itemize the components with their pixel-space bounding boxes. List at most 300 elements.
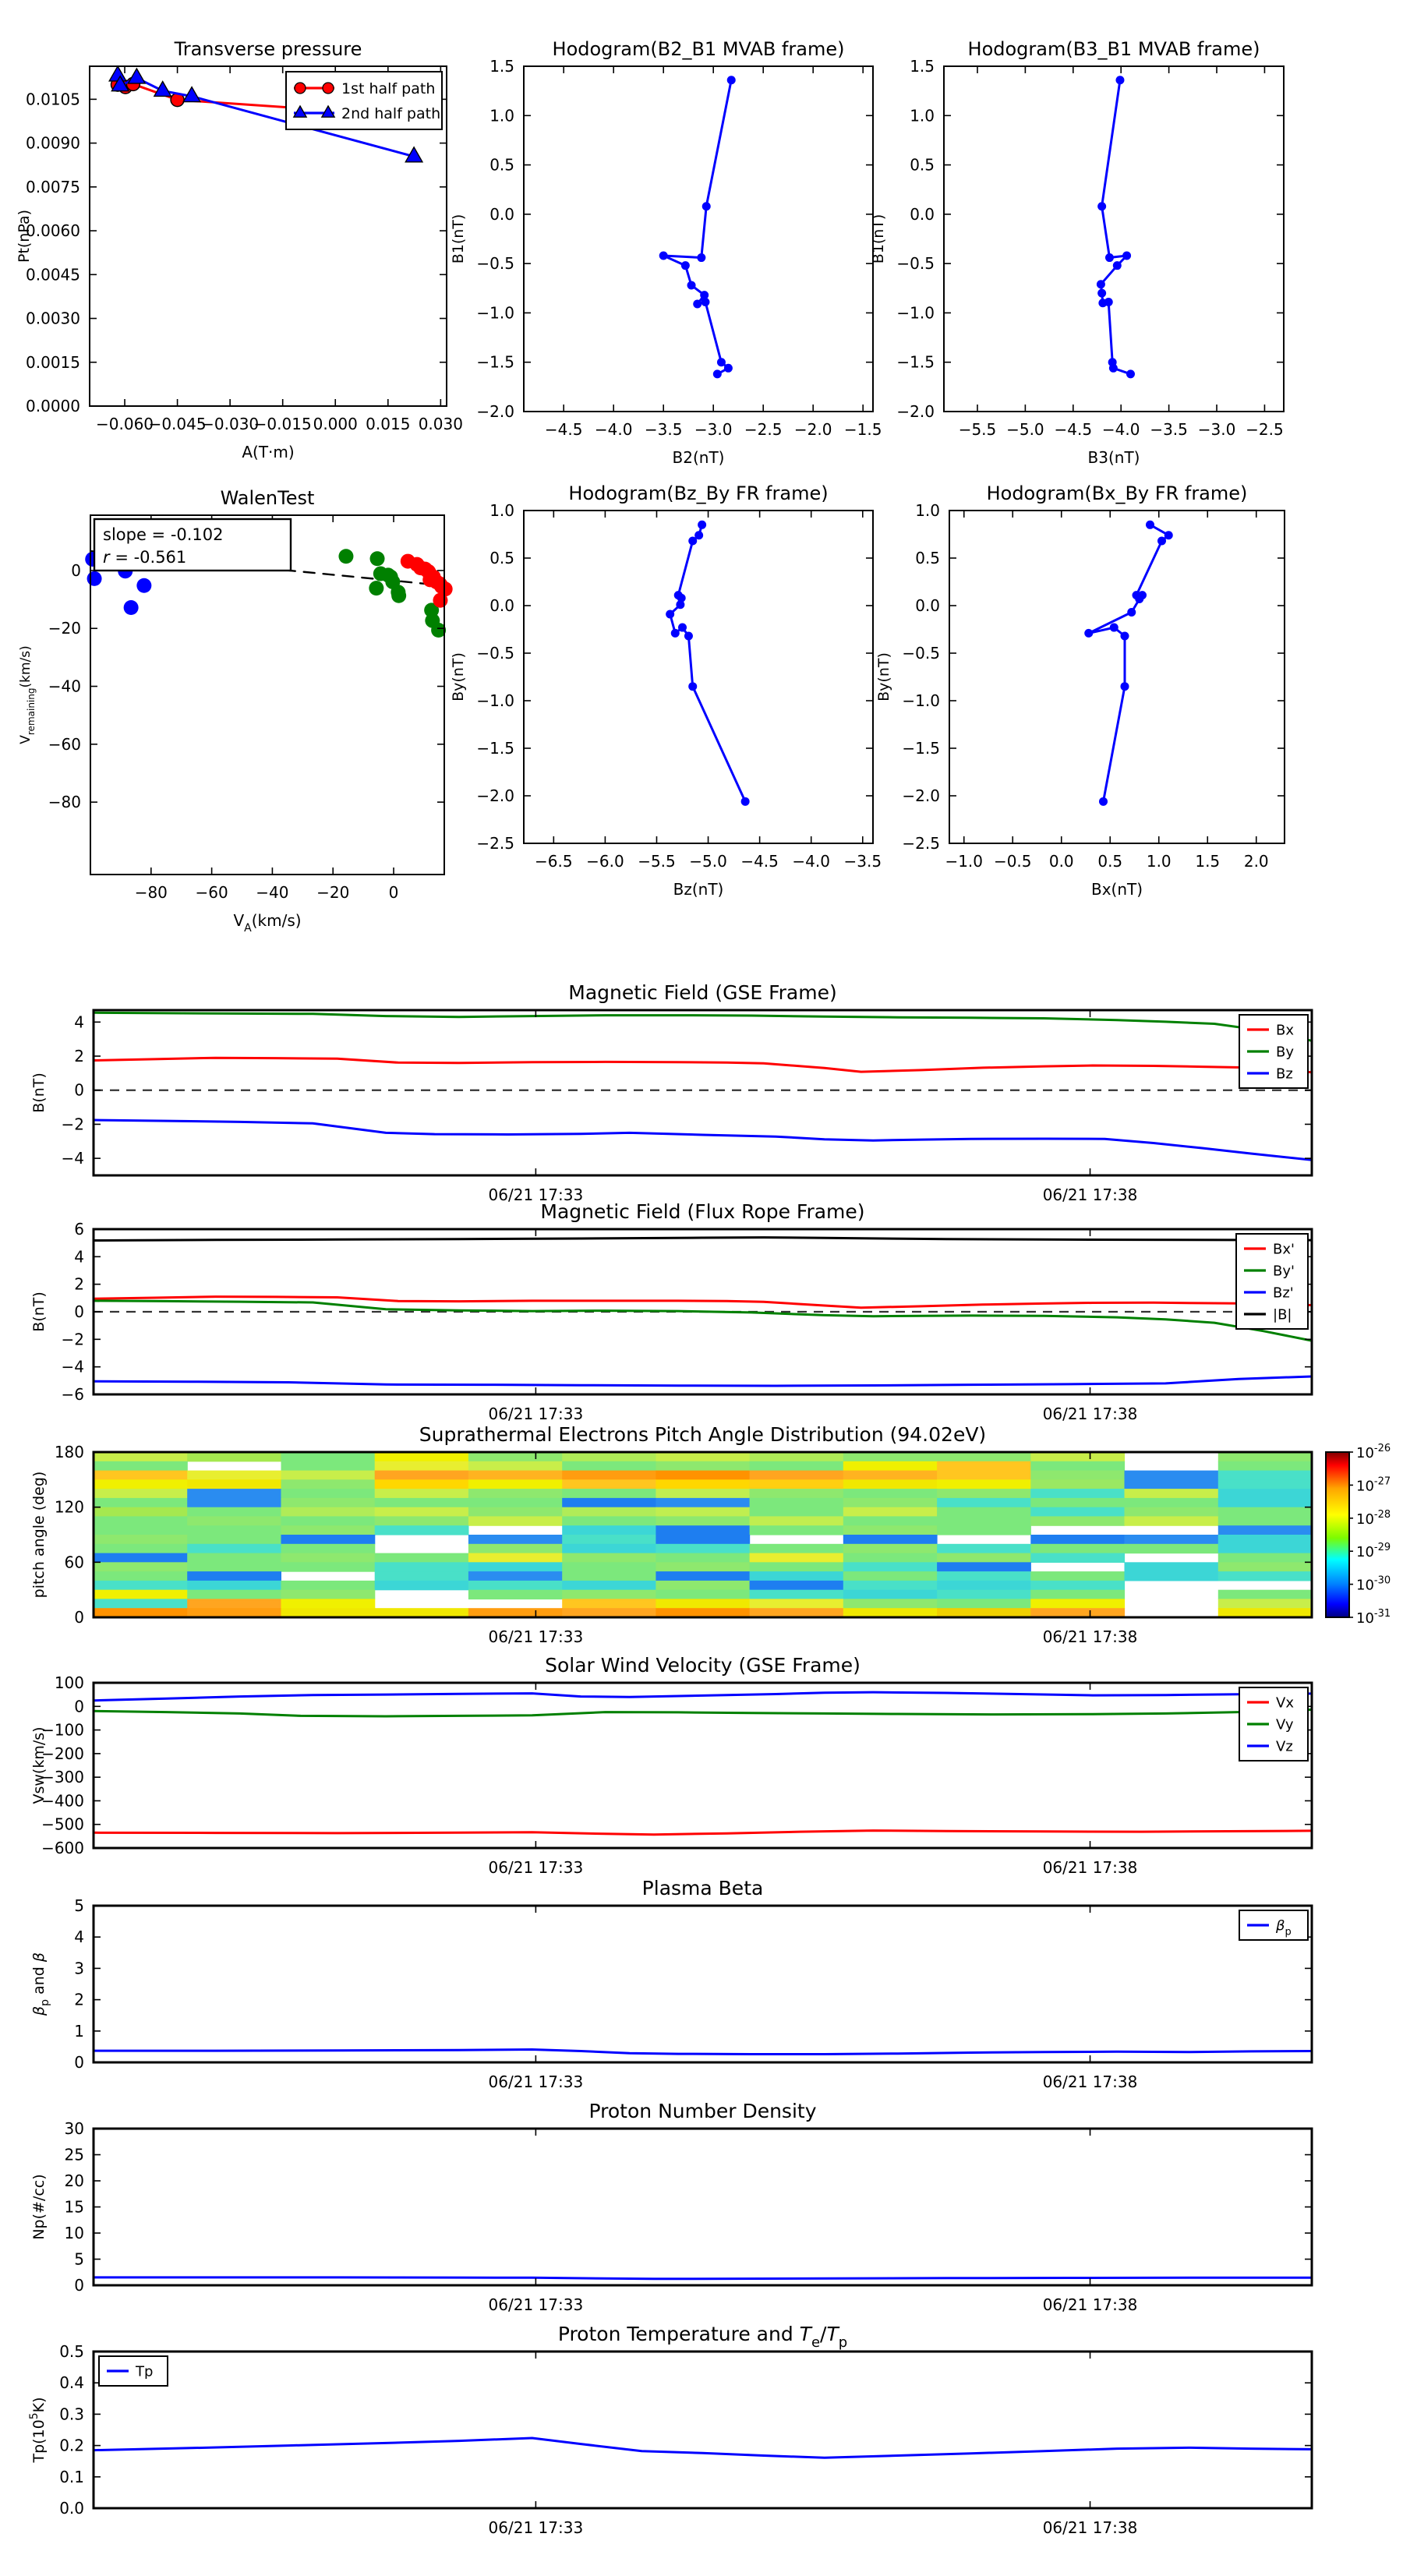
tspan: Tp(10 (30, 2419, 48, 2463)
dot-marker (1115, 76, 1124, 84)
heatmap-cell (937, 1581, 1031, 1590)
y-axis-label: B1(nT) (450, 214, 467, 264)
heatmap-cell (656, 1498, 750, 1507)
heatmap-cell (468, 1507, 563, 1517)
dot-marker (1097, 280, 1105, 288)
heatmap-cell (656, 1471, 750, 1480)
plot-title: Suprathermal Electrons Pitch Angle Distribution (94.02eV) (419, 1423, 987, 1446)
heatmap-cell (562, 1590, 656, 1599)
y-tick-label (74, 2276, 84, 2295)
heatmap-cell (187, 1544, 281, 1553)
heatmap-cell (1218, 1516, 1313, 1525)
heatmap-cell (1030, 1590, 1125, 1599)
dot-marker (1135, 595, 1143, 603)
heatmap-cell (843, 1590, 938, 1599)
tspan: −2.5 (902, 834, 940, 853)
axes-frame (94, 1906, 1312, 2062)
y-tick-label (26, 353, 80, 372)
y-tick-label (65, 1553, 84, 1571)
x-tick-label (694, 420, 733, 439)
heatmap-cell (281, 1479, 376, 1489)
tspan: 06/21 17:33 (488, 2518, 584, 2537)
tspan: −40 (48, 677, 81, 696)
tspan: −1.5 (476, 739, 514, 758)
x-tick-label (959, 420, 997, 439)
dot-marker (701, 298, 709, 306)
time-tick-label (1043, 1405, 1138, 1423)
dot-marker (1157, 537, 1166, 546)
heatmap-cell (1218, 1498, 1313, 1507)
heatmap-cell (1030, 1571, 1125, 1581)
heatmap-cell (94, 1535, 188, 1544)
y-tick-label (41, 1744, 84, 1763)
tspan: (km/s) (251, 911, 302, 930)
tspan: −0.045 (148, 415, 207, 433)
heatmap-cell (1125, 1562, 1219, 1571)
plot-title (558, 2323, 847, 2351)
heatmap-cell (468, 1498, 563, 1507)
heatmap-cell (562, 1516, 656, 1525)
tspan: −2.0 (793, 420, 832, 439)
tspan: −0.5 (476, 254, 514, 274)
heatmap-cell (1125, 1516, 1219, 1525)
x-tick-label (744, 420, 783, 439)
heatmap-cell (937, 1525, 1031, 1535)
dot-marker (717, 358, 726, 366)
tspan: Bz' (1273, 1284, 1294, 1302)
tspan: −1.5 (476, 352, 514, 372)
heatmap-cell (187, 1471, 281, 1480)
heatmap-cell (1030, 1479, 1125, 1489)
tspan: −4.5 (740, 852, 779, 871)
tspan: -30 (1373, 1574, 1391, 1587)
tspan: −0.5 (902, 644, 940, 663)
y-tick-label (476, 353, 514, 372)
tspan: p (838, 2334, 848, 2351)
heatmap-cell (562, 1599, 656, 1608)
tspan: −0.060 (96, 415, 154, 433)
tspan: 0.0 (1048, 852, 1074, 871)
tspan: = -0.561 (109, 548, 187, 567)
tspan: r (103, 548, 110, 567)
y-tick-label (59, 2373, 84, 2392)
tspan: β (30, 2005, 48, 2016)
series-|B| (94, 1238, 1312, 1241)
y-tick-label (896, 303, 935, 322)
tspan: 10 (1356, 1544, 1374, 1561)
tspan: By' (1273, 1263, 1295, 1280)
heatmap-cell (281, 1525, 376, 1535)
axes-frame (524, 66, 873, 412)
heatmap-cell (94, 1544, 188, 1553)
heatmap-cell (187, 1525, 281, 1535)
tspan: and (30, 1962, 48, 1999)
y-tick-label (74, 1047, 84, 1065)
tspan: 0.5 (1097, 852, 1123, 871)
heatmap-cell (937, 1562, 1031, 1571)
series-Vx (94, 1831, 1312, 1835)
heatmap-cell (937, 1471, 1031, 1480)
y-axis-label: B(nT) (30, 1072, 48, 1113)
tspan: −80 (134, 883, 168, 902)
heatmap-cell (843, 1489, 938, 1498)
tspan: 180 (54, 1443, 84, 1461)
heatmap-cell (1218, 1479, 1313, 1489)
time-tick-label (489, 2295, 584, 2314)
heatmap-cell (843, 1452, 938, 1461)
tspan: 0.0105 (26, 90, 80, 109)
heatmap-cell (562, 1507, 656, 1517)
heatmap-cell (937, 1571, 1031, 1581)
heatmap-cell (94, 1489, 188, 1498)
heatmap-cell (187, 1452, 281, 1461)
x-tick-label (740, 852, 779, 871)
dot-marker (687, 281, 696, 289)
dot-marker (693, 300, 702, 309)
x-tick-label (945, 852, 983, 871)
dot-marker (1097, 202, 1106, 210)
heatmap-cell (562, 1489, 656, 1498)
x-axis-label: Bx(nT) (1090, 880, 1143, 899)
heatmap-cell (281, 1489, 376, 1498)
heatmap-cell (562, 1581, 656, 1590)
heatmap-cell (375, 1516, 469, 1525)
tspan: −5.0 (1006, 420, 1044, 439)
heatmap-cell (468, 1452, 563, 1461)
dot-marker (1105, 253, 1114, 262)
tspan: −4 (61, 1149, 84, 1168)
heatmap-cell (94, 1471, 188, 1480)
colorbar-tick-label (1356, 1443, 1391, 1461)
axes-frame (94, 1010, 1312, 1175)
tspan: 10 (1356, 1511, 1374, 1528)
y-tick-label (910, 57, 935, 76)
tspan: 0.5 (489, 549, 514, 567)
heatmap-cell (937, 1489, 1031, 1498)
dot-marker (681, 261, 690, 270)
tspan: 0.0 (910, 204, 935, 224)
heatmap-cell (1030, 1553, 1125, 1563)
tspan: 0.1 (59, 2467, 84, 2486)
tspan: 0 (74, 1302, 84, 1321)
x-tick-label (1246, 420, 1284, 439)
y-tick-label (915, 501, 940, 520)
x-axis-label: Bz(nT) (673, 880, 724, 899)
heatmap-cell (750, 1590, 844, 1599)
heatmap-cell (375, 1581, 469, 1590)
heatmap-cell (187, 1590, 281, 1599)
tspan: 2 (74, 1990, 84, 2009)
heatmap-cell (656, 1535, 750, 1544)
tspan: −1.5 (902, 739, 940, 758)
y-tick-label (62, 1149, 84, 1168)
y-axis-label (30, 1952, 51, 2016)
tspan: 0 (74, 1080, 84, 1100)
time-tick-label (1043, 1858, 1138, 1877)
x-tick-label (96, 415, 154, 433)
tspan: −2 (61, 1115, 84, 1134)
y-tick-label (62, 1358, 84, 1376)
tspan: 10 (1356, 1610, 1374, 1627)
heatmap-cell (281, 1581, 376, 1590)
heatmap-cell (468, 1581, 563, 1590)
heatmap-cell (468, 1571, 563, 1581)
dot-marker (1127, 608, 1136, 617)
legend-label (1276, 1022, 1294, 1038)
series-By' (94, 1301, 1312, 1341)
series-B2_B1 path (663, 80, 731, 374)
heatmap-cell (656, 1525, 750, 1535)
y-tick-label (915, 596, 940, 615)
heatmap-cell (281, 1535, 376, 1544)
y-tick-label (48, 677, 81, 696)
series-By (94, 1012, 1312, 1041)
tspan: Hodogram(Bz_By FR frame) (568, 482, 829, 504)
x-tick-label (256, 883, 288, 902)
x-tick-label (389, 883, 399, 902)
colorbar-tick-label (1356, 1575, 1391, 1594)
x-tick-label (1198, 420, 1236, 439)
y-tick-label (55, 1443, 84, 1461)
heatmap-cell (187, 1535, 281, 1544)
heatmap-cell (375, 1553, 469, 1563)
heatmap-cell (468, 1489, 563, 1498)
heatmap-cell (562, 1553, 656, 1563)
x-tick-label (843, 852, 882, 871)
axes-frame (524, 511, 873, 843)
tspan: -27 (1373, 1475, 1391, 1488)
tspan: −1.0 (476, 691, 514, 710)
heatmap-cell (1125, 1507, 1219, 1517)
tspan: -28 (1373, 1508, 1391, 1521)
heatmap-cell (656, 1479, 750, 1489)
tspan: −3.5 (1150, 420, 1188, 439)
tspan: p (39, 1998, 51, 2006)
plot-hodogram_b2_b1 (450, 38, 882, 467)
y-tick-label (26, 265, 80, 284)
heatmap-cell (375, 1562, 469, 1571)
tspan: By (1276, 1044, 1295, 1061)
y-tick-label (26, 397, 80, 415)
y-tick-label (910, 205, 935, 224)
plot-title: WalenTest (220, 487, 315, 509)
tspan: −60 (48, 734, 81, 754)
x-tick-label (419, 415, 463, 433)
colorbar (1326, 1452, 1349, 1617)
y-tick-label (62, 1330, 84, 1348)
heatmap-cell (937, 1544, 1031, 1553)
time-tick-label (489, 2518, 584, 2537)
tspan: 1.0 (489, 106, 514, 125)
x-tick-label (149, 415, 207, 433)
dot-marker (741, 797, 750, 806)
dot-marker (1122, 252, 1131, 260)
heatmap-cell (281, 1599, 376, 1608)
heatmap-cell (656, 1562, 750, 1571)
x-tick-label (689, 852, 727, 871)
tspan: 1.5 (489, 57, 514, 76)
time-tick-label (489, 1858, 584, 1877)
y-tick-label (62, 1115, 84, 1133)
heatmap-cell (750, 1461, 844, 1471)
heatmap-cell (937, 1498, 1031, 1507)
heatmap-cell (656, 1599, 750, 1608)
heatmap-cell (187, 1581, 281, 1590)
tspan: Hodogram(B3_B1 MVAB frame) (967, 38, 1260, 60)
heatmap-cell (750, 1544, 844, 1553)
heatmap-cell (281, 1498, 376, 1507)
heatmap-cell (562, 1525, 656, 1535)
tspan: remaining (26, 687, 37, 736)
y-tick-label (74, 1247, 84, 1266)
series-Bx_By path (1089, 525, 1169, 801)
tspan: −1.0 (896, 303, 935, 323)
tspan: 0.015 (366, 415, 411, 433)
heatmap-cell (1125, 1489, 1219, 1498)
tspan: −1.5 (843, 420, 882, 439)
tspan: 06/21 17:33 (488, 1405, 584, 1423)
tspan: 06/21 17:33 (488, 2072, 584, 2091)
heatmap-cell (843, 1498, 938, 1507)
y-tick-label (41, 1721, 84, 1740)
y-tick-label (902, 834, 940, 853)
tspan: −1.0 (902, 691, 940, 710)
time-tick-label (489, 2072, 584, 2091)
heatmap-cell (562, 1498, 656, 1507)
y-tick-label (74, 1275, 84, 1294)
dot-marker (727, 76, 736, 84)
tspan: Hodogram(Bx_By FR frame) (986, 482, 1248, 504)
tspan: −2.0 (476, 402, 514, 421)
circle-marker (323, 83, 334, 94)
heatmap-cell (1030, 1471, 1125, 1480)
series-beta_p (94, 2050, 1312, 2055)
plot-title (968, 38, 1260, 60)
tspan: 0.0030 (26, 309, 80, 328)
series-Bz_By path (670, 525, 745, 801)
heatmap-cell (1030, 1461, 1125, 1471)
y-tick-label (476, 254, 514, 273)
x-axis-label: A(T·m) (242, 443, 295, 461)
tspan: 06/21 17:38 (1042, 1858, 1138, 1877)
x-tick-label (1006, 420, 1044, 439)
plot-title: Magnetic Field (GSE Frame) (568, 981, 837, 1004)
heatmap-cell (750, 1525, 844, 1535)
x-tick-label (1195, 852, 1220, 871)
plot-mag_fr (30, 1200, 1312, 1423)
heatmap-cell (843, 1562, 938, 1571)
y-axis-label: Vsw(km/s) (30, 1726, 48, 1804)
dot-marker (1113, 261, 1122, 270)
legend-label (341, 80, 435, 97)
plot-title (987, 482, 1248, 504)
tspan: 0.030 (418, 415, 463, 433)
y-tick-label (59, 2468, 84, 2486)
series-Vz (94, 1692, 1312, 1701)
heatmap-cell (281, 1562, 376, 1571)
tspan: 6 (74, 1220, 84, 1239)
y-axis-label: pitch angle (deg) (30, 1471, 48, 1599)
plot-title: Solar Wind Velocity (GSE Frame) (545, 1654, 861, 1677)
y-tick-label (489, 549, 514, 567)
heatmap-cell (375, 1489, 469, 1498)
heatmap-cell (1218, 1590, 1313, 1599)
heatmap-cell (750, 1562, 844, 1571)
plot-vsw (30, 1654, 1312, 1877)
y-tick-label (910, 106, 935, 125)
heatmap-cell (656, 1461, 750, 1471)
tspan: 06/21 17:38 (1042, 1186, 1138, 1204)
tspan: −3.0 (694, 420, 733, 439)
plot-title: Transverse pressure (174, 38, 362, 60)
tspan: −6 (61, 1385, 84, 1404)
x-tick-label (316, 883, 349, 902)
heatmap-cell (937, 1553, 1031, 1563)
axes-frame (94, 2129, 1312, 2285)
heatmap-cell (843, 1479, 938, 1489)
tspan: 06/21 17:38 (1042, 2295, 1138, 2314)
plot-tp (28, 2323, 1312, 2537)
tspan: 06/21 17:33 (488, 1858, 584, 1877)
dot-marker (1126, 369, 1135, 378)
tspan: −100 (41, 1720, 84, 1740)
dot-marker (369, 581, 383, 595)
dot-marker (1104, 298, 1113, 306)
tspan: −2.0 (476, 786, 514, 805)
tspan: −600 (41, 1839, 84, 1857)
tspan: 0.4 (59, 2373, 84, 2393)
tspan: T (799, 2323, 811, 2345)
tspan: Vx (1276, 1694, 1294, 1712)
tspan: Bx (1276, 1022, 1295, 1039)
heatmap-cell (94, 1590, 188, 1599)
heatmap-cell (468, 1562, 563, 1571)
y-tick-label (489, 205, 514, 224)
heatmap-cell (656, 1581, 750, 1590)
heatmap-cell (656, 1571, 750, 1581)
tspan: 0.3 (59, 2405, 84, 2424)
tspan: −2 (61, 1330, 84, 1349)
x-axis-label (233, 911, 301, 935)
tspan: −0.030 (201, 415, 260, 433)
heatmap-cell (843, 1599, 938, 1608)
tspan: −0.5 (896, 254, 935, 274)
tspan: p (1285, 1926, 1292, 1938)
heatmap-cell (750, 1581, 844, 1590)
heatmap-cell (1030, 1544, 1125, 1553)
plot-beta (30, 1877, 1312, 2091)
x-tick-label (994, 852, 1032, 871)
axes-frame (94, 1683, 1312, 1848)
heatmap-cell (843, 1507, 938, 1517)
heatmap-cell (281, 1507, 376, 1517)
heatmap-cell (843, 1525, 938, 1535)
y-tick-label (26, 221, 80, 240)
dot-marker (713, 369, 722, 378)
y-tick-label (59, 2436, 84, 2455)
tspan: 0.2 (59, 2436, 84, 2455)
heatmap-cell (937, 1461, 1031, 1471)
tspan: 0.0 (489, 204, 514, 224)
axes-frame (949, 511, 1285, 843)
tspan: V (18, 735, 34, 744)
tspan: 0.000 (313, 415, 358, 433)
heatmap-cell (750, 1571, 844, 1581)
dot-marker (724, 364, 733, 373)
y-tick-label (915, 549, 940, 567)
y-tick-label (74, 1012, 84, 1031)
heatmap-cell (94, 1461, 188, 1471)
